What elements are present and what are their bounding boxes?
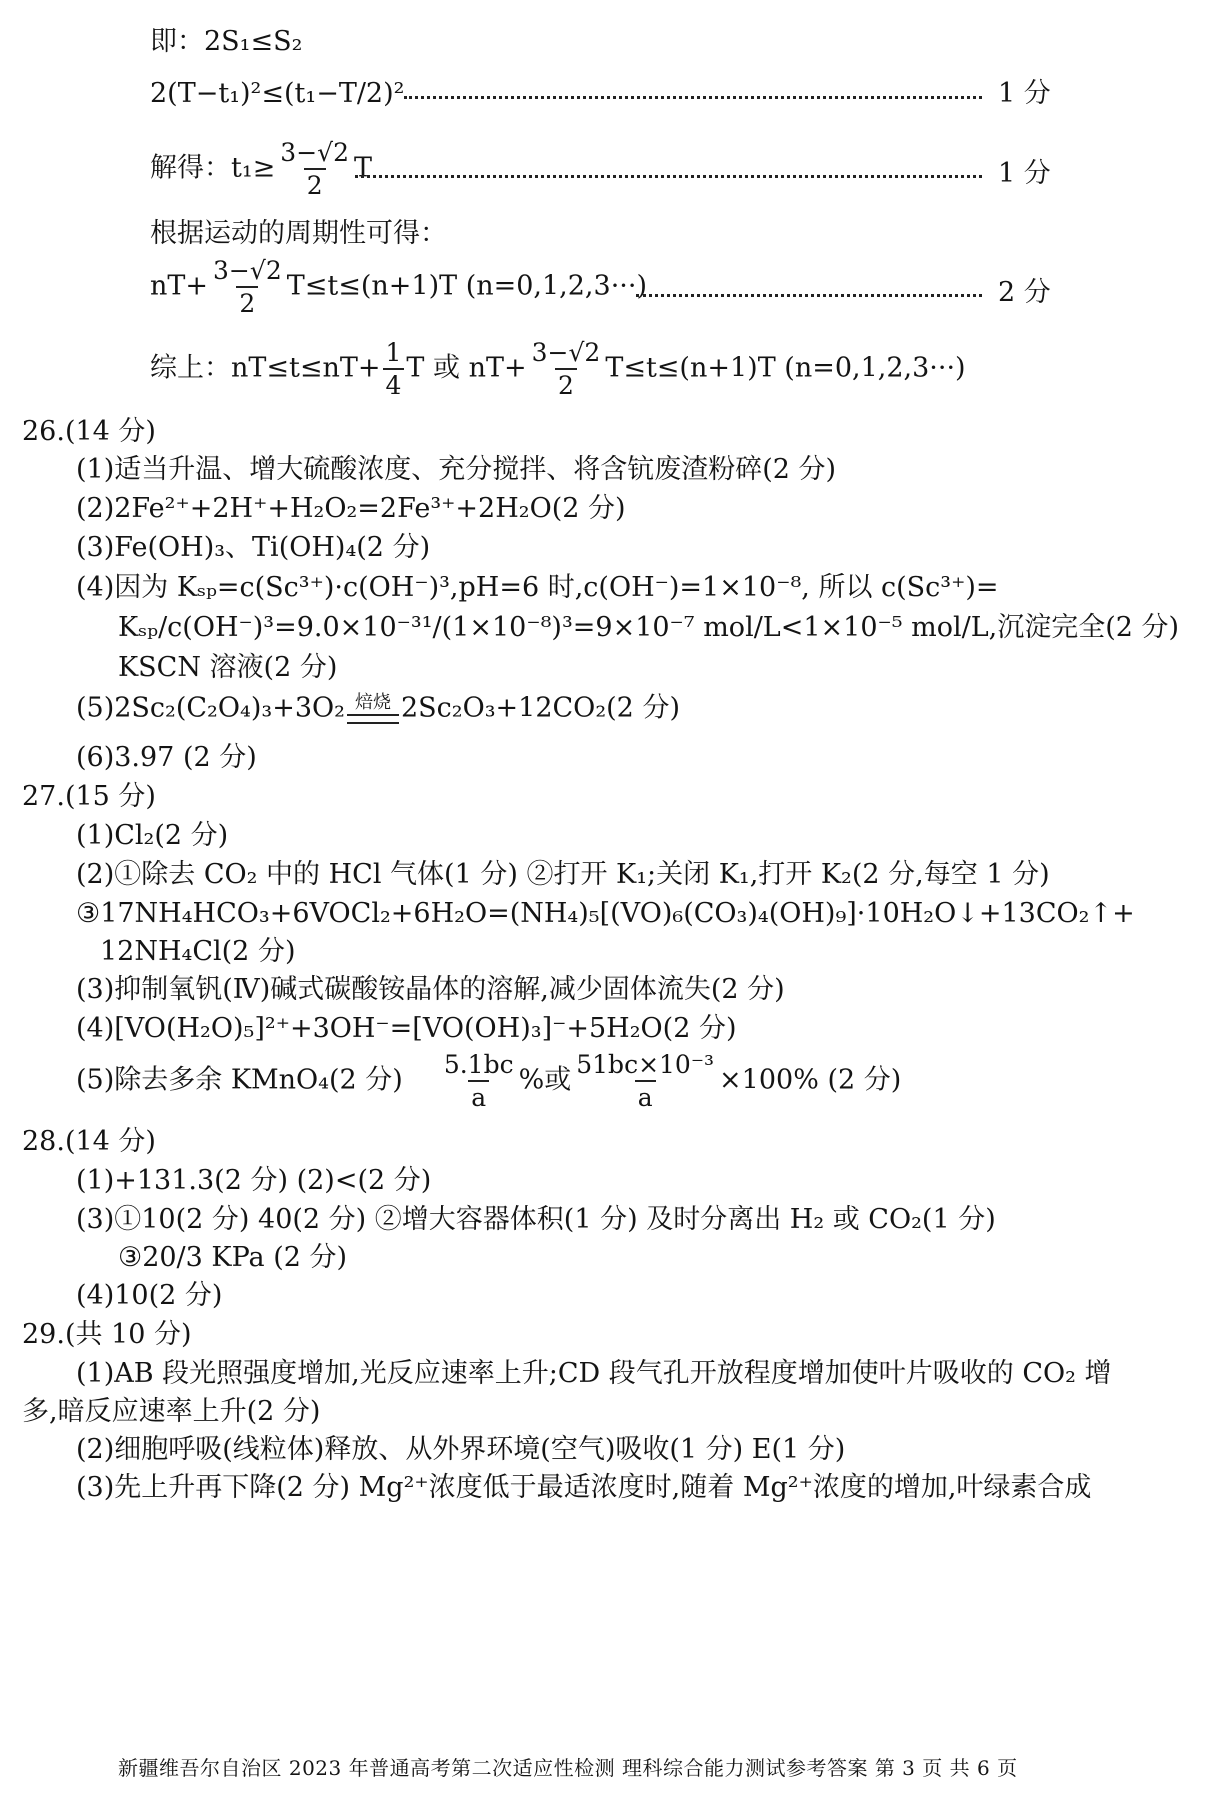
q28-answer-1: (1)+131.3(2 分) (2)<(2 分) bbox=[76, 1165, 432, 1196]
fraction: $\frac{3-√2}{2}$ bbox=[531, 338, 601, 400]
score-2: 1 分 bbox=[998, 158, 1051, 189]
q26-answer-2: (2)2Fe²⁺+2H⁺+H₂O₂=2Fe³⁺+2H₂O(2 分) bbox=[76, 493, 626, 524]
score-leader-3 bbox=[636, 294, 982, 297]
q28-heading: 28.(14 分) bbox=[22, 1126, 156, 1157]
fraction: $\frac{1}{4}$ bbox=[383, 340, 405, 398]
q28-answer-3-cont: ③20/3 KPa (2 分) bbox=[118, 1242, 348, 1273]
fraction: $\frac{\text{51bc×10⁻³}}{a}$ bbox=[576, 1050, 715, 1112]
physics-line-4: 根据运动的周期性可得： bbox=[150, 218, 447, 249]
q26-answer-6: (6)3.97 (2 分) bbox=[76, 742, 257, 773]
score-leader-2 bbox=[355, 175, 982, 178]
q26-answer-4-cont: Kₛₚ/c(OH⁻)³=9.0×10⁻³¹/(1×10⁻⁸)³=9×10⁻⁷ mol/L<1×10⁻⁵ mol/L,沉淀完全(2 分) bbox=[118, 612, 1180, 643]
q27-answer-3: (3)抑制氧钒(Ⅳ)碱式碳酸铵晶体的溶解,减少固体流失(2 分) bbox=[76, 974, 785, 1005]
q26-answer-1: (1)适当升温、增大硫酸浓度、充分搅拌、将含钪废渣粉碎(2 分) bbox=[76, 454, 837, 485]
q29-answer-2: (2)细胞呼吸(线粒体)释放、从外界环境(空气)吸收(1 分) E(1 分) bbox=[76, 1434, 846, 1465]
fraction: $\frac{5.1bc}{a}$ bbox=[443, 1050, 514, 1112]
reaction-condition-sign: 焙烧 bbox=[347, 694, 399, 724]
q26-answer-5: (5)2Sc₂(C₂O₄)₃+3O₂ 焙烧 2Sc₂O₃+12CO₂(2 分) bbox=[76, 692, 680, 724]
page-footer: 新疆维吾尔自治区 2023 年普通高考第二次适应性检测 理科综合能力测试参考答案 第 3 页 共 6 页 bbox=[118, 1756, 1018, 1780]
q29-answer-3: (3)先上升再下降(2 分) Mg²⁺浓度低于最适浓度时,随着 Mg²⁺浓度的增加,叶绿素合成 bbox=[76, 1472, 1092, 1503]
q26-heading: 26.(14 分) bbox=[22, 416, 156, 447]
physics-line-5: nT+ $\frac{3-√2}{2}$ T≤t≤(n+1)T (n=0,1,2,3···) bbox=[150, 256, 647, 318]
q27-answer-2: (2)①除去 CO₂ 中的 HCl 气体(1 分) ②打开 K₁;关闭 K₁,打开 K₂(2 分,每空 1 分) bbox=[76, 859, 1050, 890]
physics-line-2: 2(T−t₁)²≤(t₁−T/2)² bbox=[150, 78, 405, 109]
q27-answer-4: (4)[VO(H₂O)₅]²⁺+3OH⁻=[VO(OH)₃]⁻+5H₂O(2 分) bbox=[76, 1013, 737, 1044]
q28-answer-3: (3)①10(2 分) 40(2 分) ②增大容器体积(1 分) 及时分离出 H₂ 或 CO₂(1 分) bbox=[76, 1204, 996, 1235]
physics-line-3: 解得：t₁≥ $\frac{3-√2}{2}$ T bbox=[150, 138, 373, 200]
physics-line-6: 综上：nT≤t≤nT+ $\frac{1}{4}$ T 或 nT+ $\frac{3-√2}{2}$ T≤t≤(n+1)T (n=0,1,2,3···) bbox=[150, 338, 966, 400]
physics-line-1: 即：2S₁≤S₂ bbox=[150, 26, 303, 57]
q28-answer-4: (4)10(2 分) bbox=[76, 1280, 223, 1311]
q27-answer-5: (5)除去多余 KMnO₄(2 分) $\frac{5.1bc}{a}$ %或 $\frac{\text{51bc×10⁻³}}{a}$ ×100% (2 分) bbox=[76, 1050, 902, 1112]
fraction: $\frac{3-√2}{2}$ bbox=[213, 256, 282, 318]
score-leader-1 bbox=[404, 96, 982, 99]
q26-answer-4: (4)因为 Kₛₚ=c(Sc³⁺)·c(OH⁻)³,pH=6 时,c(OH⁻)=1×10⁻⁸, 所以 c(Sc³⁺)= bbox=[76, 572, 999, 603]
q27-answer-2-eq-cont: 12NH₄Cl(2 分) bbox=[100, 936, 296, 967]
q26-answer-3: (3)Fe(OH)₃、Ti(OH)₄(2 分) bbox=[76, 532, 431, 563]
q27-answer-2-eq: ③17NH₄HCO₃+6VOCl₂+6H₂O=(NH₄)₅[(VO)₆(CO₃)₄(OH)₉]·10H₂O↓+13CO₂↑+ bbox=[76, 898, 1135, 929]
score-1: 1 分 bbox=[998, 78, 1051, 109]
score-3: 2 分 bbox=[998, 277, 1051, 308]
q29-heading: 29.(共 10 分) bbox=[22, 1319, 192, 1350]
q29-answer-1: (1)AB 段光照强度增加,光反应速率上升;CD 段气孔开放程度增加使叶片吸收的 CO₂ 增 bbox=[76, 1358, 1112, 1389]
fraction: $\frac{3-√2}{2}$ bbox=[280, 138, 349, 200]
q29-answer-1-cont: 多,暗反应速率上升(2 分) bbox=[22, 1396, 321, 1427]
q26-answer-4-kscn: KSCN 溶液(2 分) bbox=[118, 652, 338, 683]
q27-answer-1: (1)Cl₂(2 分) bbox=[76, 820, 229, 851]
q27-heading: 27.(15 分) bbox=[22, 781, 156, 812]
